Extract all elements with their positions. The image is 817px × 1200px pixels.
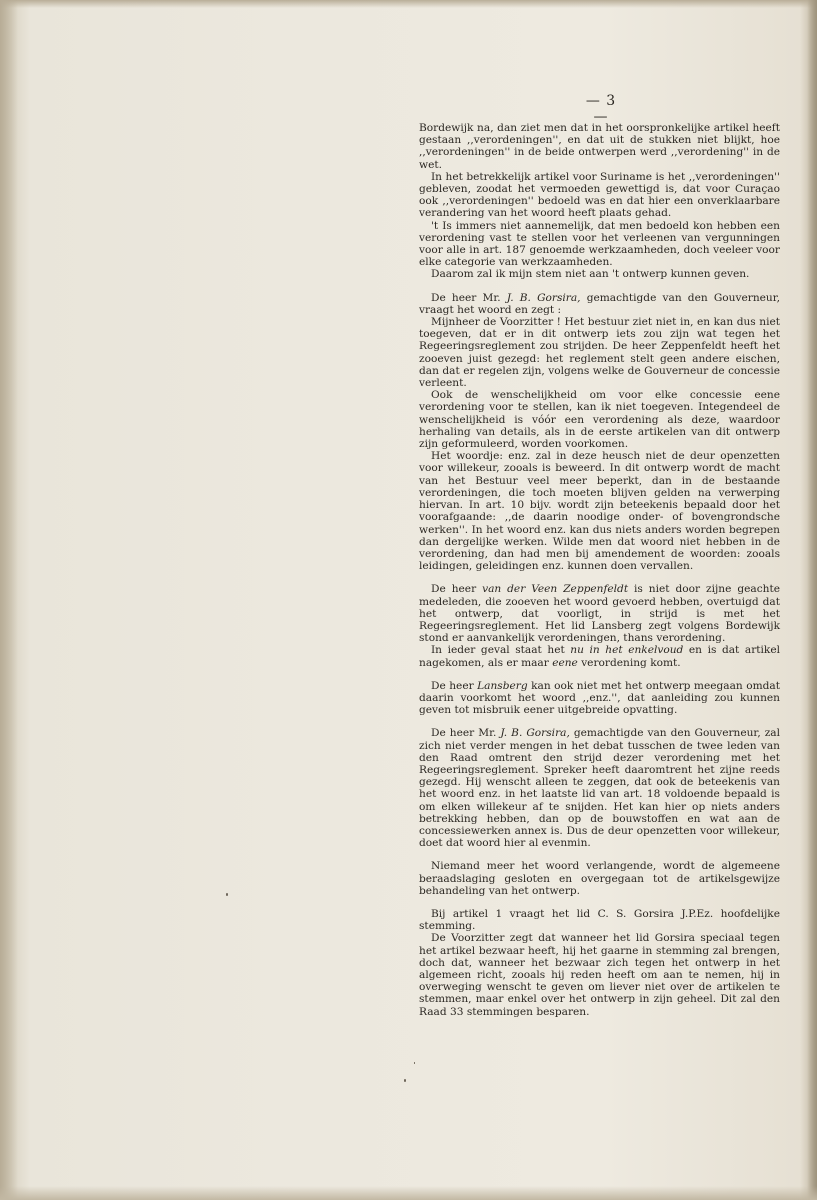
paper-speck	[414, 1062, 415, 1064]
italic-name: J. B. Gorsira,	[500, 727, 570, 740]
text-segment: In het betrekkelijk artikel voor Suriname is het ,,verordeningen'' gebleven, zoodat het vermoeden gewettigd is, dat voor Curaçao ook ,,verordeningen'' bedoeld was en dat hier een onverklaarbare verandering van het woord heeft plaats gehad.	[419, 170, 780, 220]
text-segment: is niet door zijne geachte medeleden, die zooeven het woord gevoerd hebben, overtuigd dat het ontwerp, dat voorligt, in strijd is met het Regeeringsreglement. Het lid Lansberg zegt volgens Bordewijk stond er aanvankelijk verordeningen, thans verordening.	[419, 583, 780, 645]
paragraph-p2	[419, 171, 780, 220]
paragraph-p8	[419, 450, 780, 572]
text-segment: De heer	[431, 679, 478, 692]
text-segment: verordening komt.	[577, 656, 681, 669]
text-column	[419, 122, 780, 1018]
paragraph-p1	[419, 122, 780, 171]
paragraph-p13	[419, 860, 780, 897]
text-segment: In ieder geval staat het	[431, 644, 571, 657]
paragraph-p7	[419, 389, 780, 450]
paragraph-p9	[419, 583, 780, 644]
text-segment: De heer	[431, 583, 483, 596]
page-edge-shadow	[0, 1186, 817, 1200]
paragraph-p6	[419, 316, 780, 389]
page-number: — 3 —	[585, 93, 617, 125]
text-segment: Bij artikel 1 vraagt het lid C. S. Gorsira J.P.Ez. hoofdelijke stemming.	[419, 907, 780, 933]
text-segment: Ook de wenschelijkheid om voor elke concessie eene verordening voor te stellen, kan ik niet toegeven. Integendeel de wenschelijkheid is vóór een verordening als deze, waardoor herhaling van details, als in de eerste artikelen van dit ontwerp zijn geformuleerd, worden voorkomen.	[419, 389, 780, 451]
italic-name: van der Veen Zeppenfeldt	[482, 583, 629, 596]
text-segment: kan ook niet met het ontwerp meegaan omdat daarin voorkomt het woord ,,enz.'', dat aanleiding zou kunnen geven tot misbruik eener uitgebreide opvatting.	[419, 679, 780, 717]
text-segment: Mijnheer de Voorzitter ! Het bestuur ziet niet in, en kan dus niet toegeven, dat er in dit ontwerp iets zou zijn wat tegen het Regeeringsreglement zou strijden. De heer Zeppenfeldt heeft het zooeven juist gezegd: het reglement stelt geen andere eischen, dan dat er regelen zijn, volgens welke de Gouverneur de concessie verleent.	[419, 316, 780, 390]
text-segment: Het woordje: enz. zal in deze heusch niet de deur openzetten voor willekeur, zooals is beweerd. In dit ontwerp wordt de macht van het Bestuur veel meer beperkt, dan in de bestaande verordeningen, die toch moeten blijven gelden na verwerping hiervan. In art. 10 bijv. wordt zijn beteekenis bepaald door het voorafgaande: ,,de daarin noodige onder- of bovengrondsche werken''. In het woord enz. kan dus niets anders worden begrepen dan dergelijke werken. Wilde men dat woord niet hebben in de verordening, dan had men bij amendement de woorden: zooals leidingen, geleidingen enz. kunnen doen vervallen.	[419, 450, 780, 573]
text-segment: Bordewijk na, dan ziet men dat in het oorspronkelijke artikel heeft gestaan ,,verordeningen'', en dat uit de stukken niet blijkt, hoe ,,verordeningen'' in de beide ontwerpen werd ,,verordening'' in de wet.	[419, 122, 780, 171]
italic-name: Lansberg	[477, 679, 528, 692]
text-segment: De heer Mr.	[431, 291, 507, 304]
text-segment: gemachtigde van den Gouverneur, zal zich niet verder mengen in het debat tusschen de twee leden van den Raad omtrent den strijd dezer verordening met het Regeeringsreglement. Spreker heeft daaromtrent het zijne reeds gezegd. Hij wenscht alleen te zeggen, dat ook de beteekenis van het woord enz. in het laatste lid van art. 18 voldoende bepaald is om elken willekeur af te snijden. Het kan hier op niets anders betrekking hebben, dan op de bouwstoffen en wat aan de concessiewerken annex is. Dus de deur openzetten voor willekeur, doet dat woord hier al evenmin.	[419, 727, 781, 850]
paragraph-p10	[419, 644, 780, 668]
italic-name: J. B. Gorsira,	[506, 291, 581, 304]
paragraph-p5	[419, 292, 780, 316]
italic-name: nu in het enkelvoud	[570, 644, 684, 657]
paragraph-p4	[419, 268, 780, 280]
text-segment: gemachtigde van den Gouverneur, vraagt het woord en zegt :	[419, 291, 781, 316]
page-edge-shadow	[0, 0, 18, 1200]
page-edge-shadow	[0, 0, 817, 8]
paragraph-p12	[419, 727, 780, 849]
text-segment: Daarom zal ik mijn stem niet aan 't ontwerp kunnen geven.	[431, 268, 750, 281]
text-segment: en is dat artikel nagekomen, als er maar	[419, 644, 780, 669]
paragraph-p3	[419, 220, 780, 269]
paper-speck	[226, 893, 228, 896]
italic-name: eene	[552, 656, 578, 669]
paper-speck	[404, 1079, 406, 1082]
paragraph-p11	[419, 680, 780, 717]
paragraph-p15	[419, 932, 780, 1017]
text-segment: De Voorzitter zegt dat wanneer het lid Gorsira speciaal tegen het artikel bezwaar heeft, hij het gaarne in stemming zal brengen, doch dat, wanneer het bezwaar zich tegen het ontwerp in het algemeen richt, zooals hij reden heeft om aan te nemen, hij in overweging wenscht te geven om liever niet over de artikelen te stemmen, maar enkel over het ontwerp in zijn geheel. Dit zal den Raad 33 stemmingen besparen.	[419, 932, 780, 1018]
text-segment: 't Is immers niet aannemelijk, dat men bedoeld kon hebben een verordening vast te stellen voor het verleenen van vergunningen voor alle in art. 187 genoemde werkzaamheden, doch veeleer voor elke categorie van werkzaamheden.	[419, 219, 780, 269]
text-segment: De heer Mr.	[431, 727, 501, 740]
text-segment: Niemand meer het woord verlangende, wordt de algemeene beraadslaging gesloten en overgegaan tot de artikelsgewijze behandeling van het ontwerp.	[419, 860, 780, 897]
paragraph-p14	[419, 908, 780, 932]
page-edge-shadow	[807, 0, 817, 1200]
